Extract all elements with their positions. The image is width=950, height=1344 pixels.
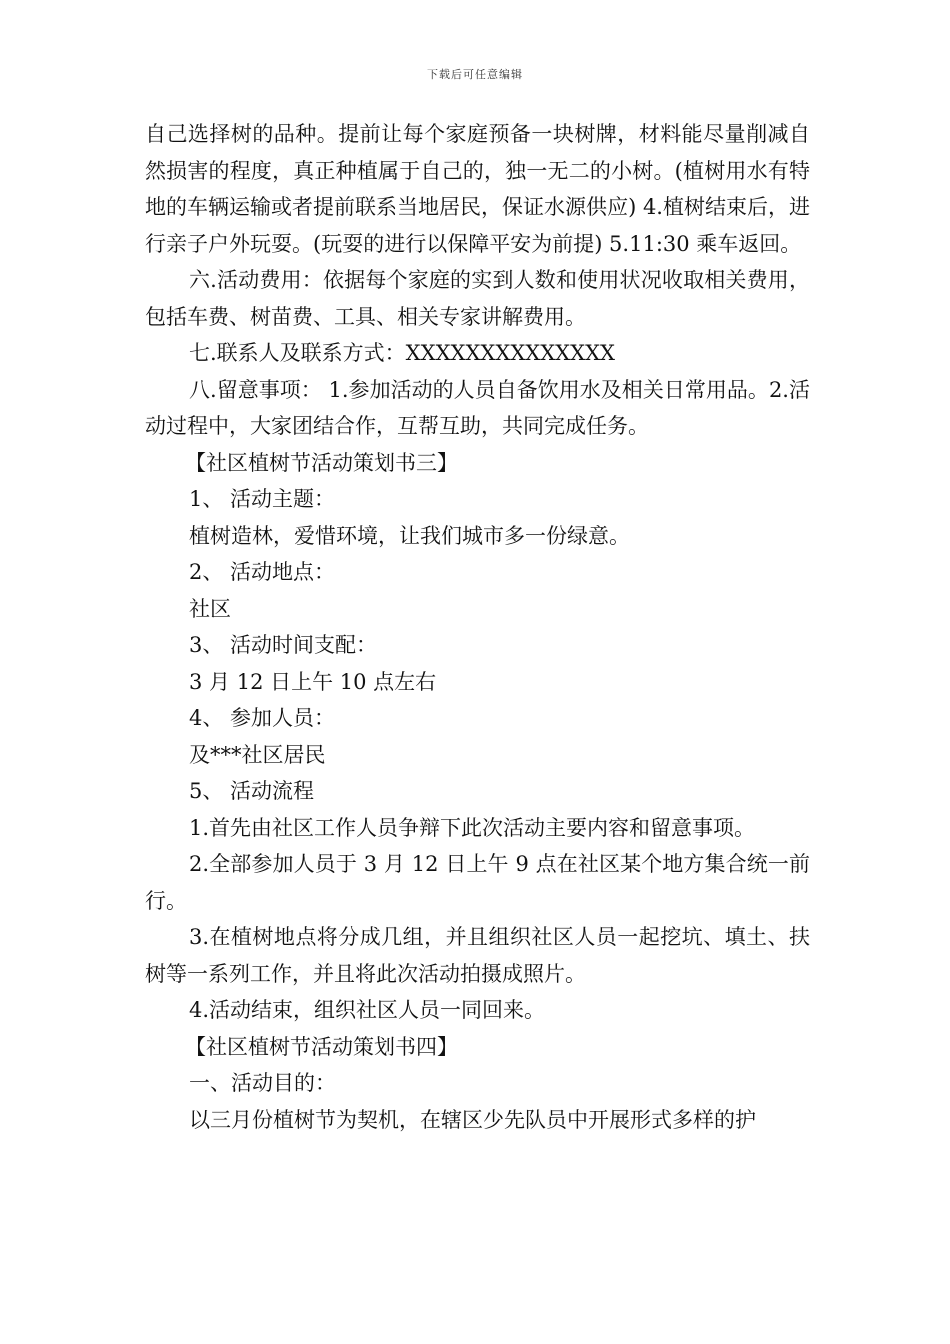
paragraph: 3.在植树地点将分成几组，并且组织社区人员一起挖坑、填土、扶树等一系列工作，并且将此次活动拍摄成照片。 [145,925,810,986]
paragraph: 社区 [189,596,231,621]
list-item: 一、活动目的： [189,1071,336,1095]
paragraph: 及***社区居民 [189,742,326,767]
paragraph: 八.留意事项： 1.参加活动的人员自备饮用水及相关日常用品。2.活动过程中，大家团结合作，互帮互助，共同完成任务。 [145,377,810,438]
header-note: 下载后可任意编辑 [427,68,523,81]
list-item: 3、 活动时间支配： [189,633,378,657]
paragraph: 植树造林，爱惜环境，让我们城市多一份绿意。 [189,523,630,548]
list-item: 5、 活动流程 [189,779,315,803]
paragraph: 自己选择树的品种。提前让每个家庭预备一块树牌，材料能尽量削减自然损害的程度，真正种植属于自己的，独一无二的小树。(植树用水有特地的车辆运输或者提前联系当地居民，保证水源供应) 4.植树结束后，进行亲子户外玩耍。(玩耍的进行以保障平安为前提) 5.11:30 乘车返回。 [145,122,810,256]
list-item: 4、 参加人员： [189,706,336,730]
list-item: 1、 活动主题： [189,487,336,511]
paragraph: 七.联系人及联系方式：XXXXXXXXXXXXXX [189,341,615,365]
section-heading: 【社区植树节活动策划书四】 [185,1034,458,1059]
paragraph: 4.活动结束，组织社区人员一同回来。 [189,998,546,1022]
list-item: 2、 活动地点： [189,560,336,584]
document-body [145,116,810,1138]
paragraph: 以三月份植树节为契机，在辖区少先队员中开展形式多样的护 [189,1107,756,1132]
paragraph: 2.全部参加人员于 3 月 12 日上午 9 点在社区某个地方集合统一前行。 [145,852,810,913]
paragraph: 六.活动费用：依据每个家庭的实到人数和使用状况收取相关费用，包括车费、树苗费、工具、相关专家讲解费用。 [145,268,810,329]
paragraph: 3 月 12 日上午 10 点左右 [189,669,437,694]
section-heading: 【社区植树节活动策划书三】 [185,450,458,475]
paragraph: 1.首先由社区工作人员争辩下此次活动主要内容和留意事项。 [189,815,756,840]
